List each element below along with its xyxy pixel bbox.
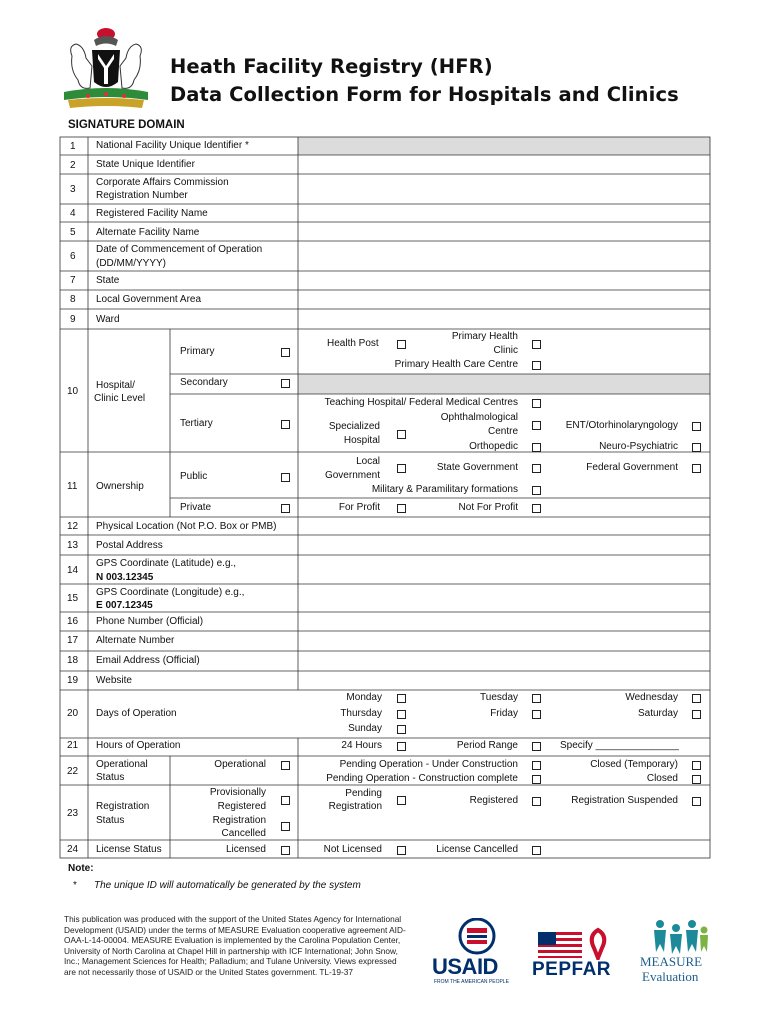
row-label-8: Local Government Area [96, 294, 202, 305]
row-label-17: Alternate Number [96, 635, 175, 646]
row-label-10: Hospital/ [96, 380, 135, 391]
health-post-label: Health Post [327, 338, 379, 349]
licensed-checkbox[interactable] [281, 846, 290, 855]
level-tertiary-label: Tertiary [180, 418, 213, 429]
row-label-7: State [96, 275, 120, 286]
row-label-6: Date of Commencement of Operation [96, 244, 263, 255]
day-tuesday-label: Tuesday [480, 692, 518, 703]
ophthalmological-checkbox[interactable] [532, 421, 541, 430]
row-label-22: Operational [96, 759, 148, 770]
row-num-24: 24 [67, 844, 79, 855]
row-label-5: Alternate Facility Name [96, 227, 200, 238]
phc-clinic-label-b: Clinic [493, 345, 518, 356]
row-num-12: 12 [67, 521, 79, 532]
row-label-23: Registration [96, 801, 150, 812]
closed-temporary-checkbox[interactable] [692, 761, 701, 770]
ownership-public-checkbox[interactable] [281, 473, 290, 482]
row-label-3: Corporate Affairs Commission [96, 177, 229, 188]
funding-disclaimer: This publication was produced with the support of the United States Agency for International Development (USAID) under the terms of MEASURE Evaluation cooperative agreement AID-OAA-L-14-00004. MEASURE Evaluation is implemented by the Carolina Population Center, University of North Carolina at Chapel Hill in partnership with ICF International; John Snow, Inc.; Management Sciences for Health; Palladium; and Tulane University. Views expressed are not necessarily those of USAID or the United States government. TL-19-37 [64, 914, 406, 977]
pending-complete-label: Pending Operation - Construction complete [326, 773, 518, 784]
row-num-10: 10 [67, 386, 79, 397]
for-profit-label: For Profit [338, 502, 380, 513]
neuro-psychiatric-label: Neuro-Psychiatric [599, 441, 678, 452]
federal-government-label: Federal Government [586, 462, 678, 473]
military-checkbox[interactable] [532, 486, 541, 495]
phc-clinic-label: Primary Health [451, 331, 518, 342]
pending-under-construction-label: Pending Operation - Under Construction [339, 759, 518, 770]
orthopedic-label: Orthopedic [469, 441, 518, 452]
military-label: Military & Paramilitary formations [371, 484, 518, 495]
health-post-checkbox[interactable] [397, 340, 406, 349]
state-government-label: State Government [436, 462, 518, 473]
registered-checkbox[interactable] [532, 797, 541, 806]
ownership-private-checkbox[interactable] [281, 504, 290, 513]
row-label-12: Physical Location (Not P.O. Box or PMB) [96, 521, 277, 532]
row-label-9: Ward [96, 314, 120, 325]
period-range-label: Period Range [456, 740, 518, 751]
day-monday-checkbox[interactable] [397, 694, 406, 703]
provisionally-registered-label-b: Registered [217, 801, 266, 812]
local-government-label-b: Government [324, 470, 380, 481]
not-licensed-label: Not Licensed [323, 844, 382, 855]
level-secondary-label: Secondary [180, 377, 228, 388]
row-num-7: 7 [70, 275, 76, 286]
state-government-checkbox[interactable] [532, 464, 541, 473]
not-licensed-checkbox[interactable] [397, 846, 406, 855]
day-sunday-label: Sunday [348, 723, 382, 734]
usaid-tagline: FROM THE AMERICAN PEOPLE [434, 979, 509, 985]
day-friday-checkbox[interactable] [532, 710, 541, 719]
row-label-19: Website [96, 675, 132, 686]
pending-under-construction-checkbox[interactable] [532, 761, 541, 770]
orthopedic-checkbox[interactable] [532, 443, 541, 452]
phc-clinic-checkbox[interactable] [532, 340, 541, 349]
form-title-line2: Data Collection Form for Hospitals and Clinics [170, 83, 679, 106]
ophthalmological-label: Ophthalmological [440, 412, 518, 423]
row-label-20: Days of Operation [96, 708, 177, 719]
pepfar-wordmark: PEPFAR [532, 959, 612, 980]
row-num-16: 16 [67, 616, 79, 627]
row-label-21: Hours of Operation [96, 740, 181, 751]
pending-registration-checkbox[interactable] [397, 796, 406, 805]
measure-evaluation-logo [638, 918, 718, 990]
row-label-23b: Status [96, 815, 125, 826]
status-operational-checkbox[interactable] [281, 761, 290, 770]
row-num-15: 15 [67, 593, 79, 604]
usaid-wordmark: USAID [432, 954, 498, 979]
not-for-profit-checkbox[interactable] [532, 504, 541, 513]
row-num-14: 14 [67, 565, 79, 576]
day-sunday-checkbox[interactable] [397, 725, 406, 734]
usaid-logo [432, 918, 522, 988]
form-title-line1: Heath Facility Registry (HFR) [170, 55, 493, 78]
registration-cancelled-label-b: Cancelled [221, 828, 266, 839]
for-profit-checkbox[interactable] [397, 504, 406, 513]
specialized-hospital-checkbox[interactable] [397, 430, 406, 439]
row-label-22b: Status [96, 772, 125, 783]
phc-centre-label: Primary Health Care Centre [394, 359, 518, 370]
row-num-4: 4 [70, 208, 76, 219]
neuro-psychiatric-checkbox[interactable] [692, 443, 701, 452]
hours-specify-field[interactable]: Specify _______________ [560, 740, 679, 751]
row-num-5: 5 [70, 227, 76, 238]
ent-label: ENT/Otorhinolaryngology [565, 420, 678, 431]
row-label-4: Registered Facility Name [96, 208, 208, 219]
note-star: * [73, 880, 77, 891]
section-heading: SIGNATURE DOMAIN [68, 119, 185, 131]
ownership-private-label: Private [180, 502, 212, 513]
status-operational-label: Operational [214, 759, 266, 770]
row-label-14b: N 003.12345 [96, 572, 154, 583]
phc-centre-checkbox[interactable] [532, 361, 541, 370]
row-label-10b: Clinic Level [94, 393, 146, 404]
row-num-9: 9 [70, 314, 76, 325]
specialized-hospital-label: Specialized [328, 421, 380, 432]
not-for-profit-label: Not For Profit [458, 502, 518, 513]
day-thursday-label: Thursday [340, 708, 382, 719]
ent-checkbox[interactable] [692, 422, 701, 431]
local-government-checkbox[interactable] [397, 464, 406, 473]
level-primary-label: Primary [180, 346, 215, 357]
level-primary-checkbox[interactable] [281, 348, 290, 357]
teaching-hospital-checkbox[interactable] [532, 399, 541, 408]
licensed-label: Licensed [225, 844, 266, 855]
row-num-13: 13 [67, 540, 79, 551]
row-label-24: License Status [96, 844, 162, 855]
row-label-15b: E 007.12345 [96, 600, 153, 611]
row-label-1: National Facility Unique Identifier * [96, 140, 249, 151]
row-num-23: 23 [67, 808, 79, 819]
closed-temporary-label: Closed (Temporary) [590, 759, 678, 770]
day-monday-label: Monday [346, 692, 382, 703]
provisionally-registered-label: Provisionally [209, 787, 266, 798]
registered-label: Registered [469, 795, 518, 806]
closed-checkbox[interactable] [692, 775, 701, 784]
row-label-11: Ownership [96, 481, 144, 492]
registration-cancelled-label: Registration [212, 815, 266, 826]
pending-complete-checkbox[interactable] [532, 775, 541, 784]
row-num-11: 11 [67, 481, 78, 492]
day-thursday-checkbox[interactable] [397, 710, 406, 719]
level-secondary-checkbox[interactable] [281, 379, 290, 388]
day-saturday-label: Saturday [637, 708, 678, 719]
row-label-13: Postal Address [96, 540, 163, 551]
day-wednesday-checkbox[interactable] [692, 694, 701, 703]
note-label: Note: [68, 863, 94, 874]
federal-government-checkbox[interactable] [692, 464, 701, 473]
row-num-22: 22 [67, 766, 79, 777]
row-label-2: State Unique Identifier [96, 159, 195, 170]
specialized-hospital-label-b: Hospital [343, 435, 380, 446]
row-label-15: GPS Coordinate (Longitude) e.g., [96, 587, 245, 598]
license-cancelled-label: License Cancelled [436, 844, 518, 855]
day-wednesday-label: Wednesday [625, 692, 678, 703]
day-saturday-checkbox[interactable] [692, 710, 701, 719]
measure-wordmark: MEASURE [640, 954, 703, 969]
registration-suspended-checkbox[interactable] [692, 797, 701, 806]
hours-24-label: 24 Hours [341, 740, 382, 751]
row-num-17: 17 [67, 635, 79, 646]
hours-24-checkbox[interactable] [397, 742, 406, 751]
ownership-public-label: Public [180, 471, 208, 482]
row-num-1: 1 [70, 141, 76, 152]
row-label-14: GPS Coordinate (Latitude) e.g., [96, 558, 237, 569]
ophthalmological-label-b: Centre [487, 426, 518, 437]
note-text: The unique ID will automatically be generated by the system [94, 880, 361, 891]
row-label-3b: Registration Number [96, 190, 188, 201]
row-num-2: 2 [70, 160, 76, 171]
row-label-16: Phone Number (Official) [96, 616, 204, 627]
row-num-21: 21 [67, 740, 79, 751]
row-label-18: Email Address (Official) [96, 655, 200, 666]
closed-label: Closed [646, 773, 678, 784]
day-tuesday-checkbox[interactable] [532, 694, 541, 703]
local-government-label: Local [356, 456, 380, 467]
day-friday-label: Friday [490, 708, 518, 719]
level-tertiary-checkbox[interactable] [281, 420, 290, 429]
row-label-6b: (DD/MM/YYYY) [96, 258, 166, 269]
row-num-8: 8 [70, 294, 76, 305]
row-num-20: 20 [67, 708, 79, 719]
license-cancelled-checkbox[interactable] [532, 846, 541, 855]
row-num-3: 3 [70, 184, 76, 195]
registration-cancelled-checkbox[interactable] [281, 822, 290, 831]
row-num-6: 6 [70, 251, 76, 262]
pending-registration-label-b: Registration [328, 801, 382, 812]
evaluation-wordmark: Evaluation [642, 969, 699, 984]
registration-suspended-label: Registration Suspended [571, 795, 678, 806]
pending-registration-label: Pending [345, 788, 382, 799]
row-num-19: 19 [67, 675, 79, 686]
period-range-checkbox[interactable] [532, 742, 541, 751]
row-num-18: 18 [67, 655, 79, 666]
teaching-hospital-label: Teaching Hospital/ Federal Medical Centres [324, 397, 518, 408]
pepfar-logo [532, 926, 624, 982]
provisionally-registered-checkbox[interactable] [281, 796, 290, 805]
